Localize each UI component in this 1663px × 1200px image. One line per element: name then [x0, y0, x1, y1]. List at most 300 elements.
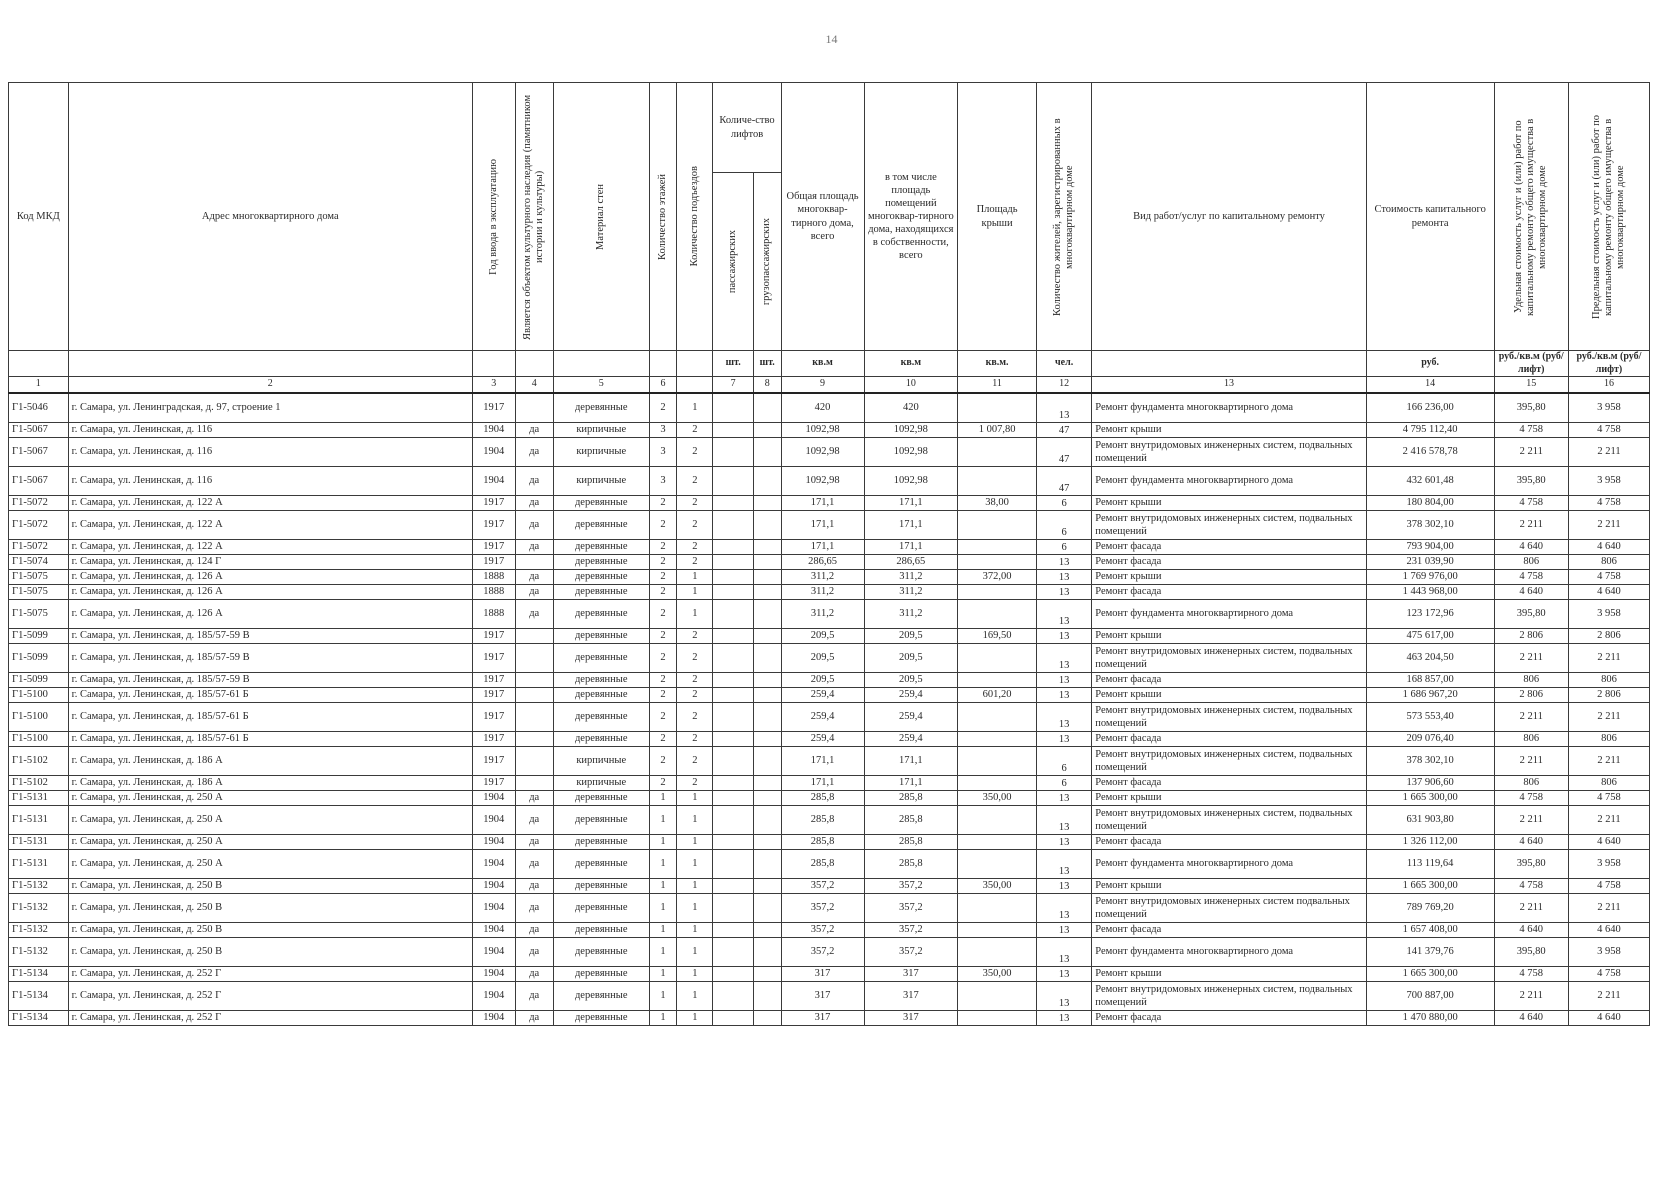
cell-area-owned: 285,8: [864, 805, 958, 834]
cell-max-cost: 4 640: [1568, 584, 1649, 599]
cell-max-cost: 4 640: [1568, 922, 1649, 937]
cell-area-owned: 1092,98: [864, 466, 958, 495]
cell-max-cost: 806: [1568, 775, 1649, 790]
cell-code: Г1-5072: [9, 510, 69, 539]
cell-area-owned: 285,8: [864, 790, 958, 805]
cell-unit-cost: 2 211: [1494, 746, 1568, 775]
cell-entrances: 2: [677, 437, 713, 466]
cell-area-owned: 317: [864, 981, 958, 1010]
cell-floors: 1: [649, 790, 677, 805]
cell-address: г. Самара, ул. Ленинская, д. 124 Г: [68, 554, 472, 569]
cell-area-total: 1092,98: [781, 437, 864, 466]
column-number: 11: [958, 377, 1037, 393]
cell-code: Г1-5132: [9, 922, 69, 937]
unit-lift-cargo: шт.: [753, 351, 781, 377]
page-number: 14: [825, 32, 838, 46]
cell-roof-area: 350,00: [958, 878, 1037, 893]
cell-year: 1888: [472, 569, 515, 584]
cell-code: Г1-5132: [9, 893, 69, 922]
cell-roof-area: 169,50: [958, 628, 1037, 643]
cell-lift-passenger: [713, 422, 753, 437]
cell-address: г. Самара, ул. Ленинская, д. 186 А: [68, 746, 472, 775]
cell-max-cost: 2 211: [1568, 805, 1649, 834]
unit-max-cost: руб./кв.м (руб/лифт): [1568, 351, 1649, 377]
cell-heritage: да: [515, 981, 553, 1010]
cell-residents: 47: [1036, 422, 1091, 437]
cell-material: деревянные: [553, 878, 649, 893]
cell-unit-cost: 4 640: [1494, 584, 1568, 599]
cell-address: г. Самара, ул. Ленинская, д. 250 А: [68, 834, 472, 849]
cell-year: 1888: [472, 599, 515, 628]
table-row: [9, 466, 1650, 495]
cell-entrances: 2: [677, 746, 713, 775]
cell-lift-cargo: [753, 937, 781, 966]
column-number: 9: [781, 377, 864, 393]
cell-entrances: 1: [677, 849, 713, 878]
cell-work-type: Ремонт внутридомовых инженерных систем, подвальных помещений: [1092, 702, 1367, 731]
cell-address: г. Самара, ул. Ленинская, д. 185/57-61 Б: [68, 731, 472, 746]
cell-floors: 2: [649, 584, 677, 599]
cell-work-type: Ремонт крыши: [1092, 495, 1367, 510]
cell-floors: 2: [649, 746, 677, 775]
cell-heritage: да: [515, 510, 553, 539]
cell-unit-cost: 2 211: [1494, 437, 1568, 466]
cell-roof-area: [958, 554, 1037, 569]
cell-residents: 13: [1036, 834, 1091, 849]
cell-address: г. Самара, ул. Ленинская, д. 250 А: [68, 805, 472, 834]
cell-material: деревянные: [553, 393, 649, 423]
cell-heritage: [515, 628, 553, 643]
cell-area-owned: 259,4: [864, 702, 958, 731]
cell-area-total: 171,1: [781, 495, 864, 510]
cell-work-type: Ремонт внутридомовых инженерных систем подвальных помещений: [1092, 893, 1367, 922]
cell-entrances: 2: [677, 643, 713, 672]
column-number: [677, 377, 713, 393]
cell-lift-cargo: [753, 731, 781, 746]
cell-code: Г1-5134: [9, 981, 69, 1010]
cell-floors: 2: [649, 495, 677, 510]
cell-floors: 2: [649, 731, 677, 746]
cell-heritage: [515, 702, 553, 731]
unit-cost: руб.: [1366, 351, 1494, 377]
cell-lift-cargo: [753, 422, 781, 437]
cell-roof-area: 350,00: [958, 790, 1037, 805]
cell-entrances: 1: [677, 393, 713, 423]
cell-area-owned: 1092,98: [864, 422, 958, 437]
cell-work-type: Ремонт фасада: [1092, 922, 1367, 937]
cell-year: 1917: [472, 495, 515, 510]
header-lifts: Количе-ство лифтов: [713, 83, 781, 173]
cell-area-total: 311,2: [781, 569, 864, 584]
cell-entrances: 2: [677, 672, 713, 687]
cell-roof-area: [958, 1010, 1037, 1025]
cell-lift-cargo: [753, 687, 781, 702]
cell-heritage: да: [515, 569, 553, 584]
cell-work-type: Ремонт фасада: [1092, 554, 1367, 569]
cell-residents: 13: [1036, 672, 1091, 687]
cell-code: Г1-5100: [9, 731, 69, 746]
cell-entrances: 1: [677, 922, 713, 937]
cell-heritage: [515, 672, 553, 687]
cell-residents: 13: [1036, 893, 1091, 922]
cell-cost: 231 039,90: [1366, 554, 1494, 569]
table-row: [9, 393, 1650, 423]
cell-lift-cargo: [753, 437, 781, 466]
cell-area-owned: 311,2: [864, 584, 958, 599]
cell-area-owned: 311,2: [864, 569, 958, 584]
column-number-row: [9, 377, 1650, 393]
cell-residents: 13: [1036, 1010, 1091, 1025]
cell-unit-cost: 4 758: [1494, 790, 1568, 805]
cell-roof-area: [958, 510, 1037, 539]
table-row: [9, 731, 1650, 746]
cell-cost: 2 416 578,78: [1366, 437, 1494, 466]
cell-code: Г1-5102: [9, 775, 69, 790]
cell-entrances: 2: [677, 422, 713, 437]
cell-heritage: [515, 687, 553, 702]
cell-material: деревянные: [553, 539, 649, 554]
header-entrances: [677, 83, 713, 351]
column-number: 3: [472, 377, 515, 393]
header-heritage-text: Является объектом культурного наследия (памятником истории и культуры): [522, 93, 546, 340]
cell-work-type: Ремонт фасада: [1092, 775, 1367, 790]
cell-area-total: 171,1: [781, 539, 864, 554]
cell-address: г. Самара, ул. Ленинградская, д. 97, строение 1: [68, 393, 472, 423]
cell-year: 1904: [472, 922, 515, 937]
cell-material: деревянные: [553, 584, 649, 599]
cell-lift-cargo: [753, 922, 781, 937]
cell-entrances: 1: [677, 893, 713, 922]
cell-area-total: 259,4: [781, 687, 864, 702]
cell-lift-passenger: [713, 393, 753, 423]
cell-address: г. Самара, ул. Ленинская, д. 250 А: [68, 790, 472, 805]
cell-roof-area: [958, 539, 1037, 554]
cell-work-type: Ремонт внутридомовых инженерных систем, подвальных помещений: [1092, 643, 1367, 672]
cell-area-total: 209,5: [781, 643, 864, 672]
cell-roof-area: 372,00: [958, 569, 1037, 584]
cell-material: деревянные: [553, 702, 649, 731]
cell-area-owned: 285,8: [864, 849, 958, 878]
cell-unit-cost: 4 758: [1494, 966, 1568, 981]
cell-heritage: да: [515, 966, 553, 981]
cell-cost: 631 903,80: [1366, 805, 1494, 834]
cell-lift-passenger: [713, 790, 753, 805]
cell-roof-area: [958, 746, 1037, 775]
cell-cost: 573 553,40: [1366, 702, 1494, 731]
cell-material: деревянные: [553, 893, 649, 922]
cell-lift-passenger: [713, 672, 753, 687]
table-row: [9, 849, 1650, 878]
column-number: 12: [1036, 377, 1091, 393]
cell-code: Г1-5100: [9, 687, 69, 702]
column-number: 1: [9, 377, 69, 393]
cell-residents: 13: [1036, 599, 1091, 628]
cell-roof-area: [958, 672, 1037, 687]
header-lift-cargo-text: грузопассажирских: [761, 217, 773, 306]
cell-heritage: [515, 731, 553, 746]
cell-material: деревянные: [553, 643, 649, 672]
cell-heritage: да: [515, 790, 553, 805]
cell-work-type: Ремонт фундамента многоквартирного дома: [1092, 937, 1367, 966]
cell-max-cost: 3 958: [1568, 393, 1649, 423]
unit-cell-empty: [649, 351, 677, 377]
table-row: [9, 510, 1650, 539]
cell-entrances: 1: [677, 584, 713, 599]
cell-entrances: 2: [677, 539, 713, 554]
cell-max-cost: 4 758: [1568, 966, 1649, 981]
cell-heritage: да: [515, 849, 553, 878]
cell-address: г. Самара, ул. Ленинская, д. 185/57-59 В: [68, 628, 472, 643]
cell-entrances: 2: [677, 775, 713, 790]
cell-lift-passenger: [713, 510, 753, 539]
cell-area-owned: 171,1: [864, 775, 958, 790]
header-year-text: Год ввода в эксплуатацию: [487, 158, 499, 275]
cell-heritage: да: [515, 437, 553, 466]
cell-residents: 13: [1036, 554, 1091, 569]
cell-entrances: 1: [677, 878, 713, 893]
cell-roof-area: [958, 702, 1037, 731]
cell-entrances: 2: [677, 687, 713, 702]
header-heritage: [515, 83, 553, 351]
header-code: Код МКД: [9, 83, 69, 351]
cell-work-type: Ремонт фасада: [1092, 539, 1367, 554]
cell-lift-cargo: [753, 599, 781, 628]
cell-area-owned: 317: [864, 1010, 958, 1025]
cell-lift-passenger: [713, 569, 753, 584]
cell-area-total: 285,8: [781, 805, 864, 834]
header-unit-cost-text: Удельная стоимость услуг и (или) работ по капитальному ремонту общего имущества в многоквартирном доме: [1513, 117, 1549, 316]
column-number: 15: [1494, 377, 1568, 393]
cell-unit-cost: 395,80: [1494, 599, 1568, 628]
cell-code: Г1-5131: [9, 790, 69, 805]
table-row: [9, 966, 1650, 981]
cell-address: г. Самара, ул. Ленинская, д. 122 А: [68, 539, 472, 554]
cell-unit-cost: 4 640: [1494, 834, 1568, 849]
cell-max-cost: 4 640: [1568, 834, 1649, 849]
cell-code: Г1-5099: [9, 628, 69, 643]
cell-unit-cost: 4 758: [1494, 569, 1568, 584]
cell-max-cost: 806: [1568, 554, 1649, 569]
cell-code: Г1-5131: [9, 834, 69, 849]
cell-material: деревянные: [553, 922, 649, 937]
cell-work-type: Ремонт крыши: [1092, 569, 1367, 584]
cell-code: Г1-5072: [9, 495, 69, 510]
cell-work-type: Ремонт внутридомовых инженерных систем, подвальных помещений: [1092, 510, 1367, 539]
cell-residents: 13: [1036, 687, 1091, 702]
cell-code: Г1-5099: [9, 672, 69, 687]
cell-residents: 47: [1036, 466, 1091, 495]
cell-lift-passenger: [713, 599, 753, 628]
cell-unit-cost: 4 640: [1494, 539, 1568, 554]
cell-cost: 137 906,60: [1366, 775, 1494, 790]
cell-material: кирпичные: [553, 746, 649, 775]
cell-floors: 3: [649, 466, 677, 495]
cell-max-cost: 2 211: [1568, 981, 1649, 1010]
cell-code: Г1-5131: [9, 805, 69, 834]
cell-lift-cargo: [753, 628, 781, 643]
cell-unit-cost: 4 758: [1494, 422, 1568, 437]
table-row: [9, 569, 1650, 584]
table-row: [9, 584, 1650, 599]
cell-unit-cost: 2 211: [1494, 510, 1568, 539]
cell-code: Г1-5075: [9, 584, 69, 599]
column-number: 8: [753, 377, 781, 393]
cell-year: 1904: [472, 878, 515, 893]
cell-year: 1904: [472, 893, 515, 922]
column-number: 10: [864, 377, 958, 393]
cell-code: Г1-5072: [9, 539, 69, 554]
cell-residents: 13: [1036, 937, 1091, 966]
cell-heritage: да: [515, 584, 553, 599]
cell-heritage: да: [515, 922, 553, 937]
cell-area-owned: 357,2: [864, 937, 958, 966]
cell-unit-cost: 4 758: [1494, 878, 1568, 893]
cell-material: деревянные: [553, 981, 649, 1010]
cell-material: деревянные: [553, 731, 649, 746]
cell-lift-passenger: [713, 731, 753, 746]
cell-residents: 6: [1036, 539, 1091, 554]
cell-year: 1917: [472, 643, 515, 672]
cell-floors: 2: [649, 775, 677, 790]
cell-cost: 1 326 112,00: [1366, 834, 1494, 849]
cell-heritage: да: [515, 599, 553, 628]
header-lift-passenger: [713, 173, 753, 351]
cell-entrances: 2: [677, 731, 713, 746]
cell-unit-cost: 806: [1494, 775, 1568, 790]
cell-max-cost: 4 640: [1568, 1010, 1649, 1025]
cell-area-owned: 259,4: [864, 687, 958, 702]
cell-max-cost: 4 758: [1568, 422, 1649, 437]
cell-address: г. Самара, ул. Ленинская, д. 250 В: [68, 937, 472, 966]
cell-lift-passenger: [713, 981, 753, 1010]
cell-lift-passenger: [713, 643, 753, 672]
cell-area-total: 171,1: [781, 775, 864, 790]
cell-floors: 1: [649, 981, 677, 1010]
cell-roof-area: 601,20: [958, 687, 1037, 702]
unit-area-total: кв.м: [781, 351, 864, 377]
cell-unit-cost: 4 640: [1494, 1010, 1568, 1025]
cell-floors: 1: [649, 849, 677, 878]
cell-work-type: Ремонт внутридомовых инженерных систем, подвальных помещений: [1092, 437, 1367, 466]
cell-work-type: Ремонт внутридомовых инженерных систем, подвальных помещений: [1092, 805, 1367, 834]
cell-address: г. Самара, ул. Ленинская, д. 186 А: [68, 775, 472, 790]
table-row: [9, 834, 1650, 849]
cell-floors: 3: [649, 422, 677, 437]
cell-max-cost: 2 211: [1568, 702, 1649, 731]
unit-cell-empty: [9, 351, 69, 377]
cell-unit-cost: 395,80: [1494, 393, 1568, 423]
column-number: 4: [515, 377, 553, 393]
header-material: [553, 83, 649, 351]
column-number: 14: [1366, 377, 1494, 393]
cell-area-total: 311,2: [781, 599, 864, 628]
cell-max-cost: 4 758: [1568, 569, 1649, 584]
header-lift-passenger-text: пассажирских: [727, 229, 739, 294]
cell-area-owned: 259,4: [864, 731, 958, 746]
cell-area-total: 317: [781, 981, 864, 1010]
table-row: [9, 981, 1650, 1010]
cell-cost: 209 076,40: [1366, 731, 1494, 746]
cell-lift-cargo: [753, 539, 781, 554]
cell-year: 1917: [472, 393, 515, 423]
cell-floors: 2: [649, 643, 677, 672]
cell-roof-area: [958, 981, 1037, 1010]
cell-lift-passenger: [713, 628, 753, 643]
cell-work-type: Ремонт крыши: [1092, 790, 1367, 805]
cell-cost: 1 665 300,00: [1366, 966, 1494, 981]
cell-work-type: Ремонт фундамента многоквартирного дома: [1092, 393, 1367, 423]
cell-entrances: 2: [677, 466, 713, 495]
table-row: [9, 790, 1650, 805]
cell-floors: 1: [649, 922, 677, 937]
cell-code: Г1-5046: [9, 393, 69, 423]
cell-roof-area: [958, 466, 1037, 495]
cell-max-cost: 3 958: [1568, 466, 1649, 495]
cell-unit-cost: 395,80: [1494, 466, 1568, 495]
cell-roof-area: [958, 599, 1037, 628]
cell-floors: 2: [649, 393, 677, 423]
column-number: 2: [68, 377, 472, 393]
cell-material: кирпичные: [553, 437, 649, 466]
cell-residents: 47: [1036, 437, 1091, 466]
table-row: [9, 437, 1650, 466]
cell-address: г. Самара, ул. Ленинская, д. 252 Г: [68, 1010, 472, 1025]
cell-area-total: 420: [781, 393, 864, 423]
cell-work-type: Ремонт фасада: [1092, 584, 1367, 599]
cell-floors: 2: [649, 599, 677, 628]
cell-material: деревянные: [553, 510, 649, 539]
header-floors: [649, 83, 677, 351]
cell-material: деревянные: [553, 937, 649, 966]
cell-entrances: 2: [677, 495, 713, 510]
cell-unit-cost: 806: [1494, 672, 1568, 687]
cell-area-owned: 285,8: [864, 834, 958, 849]
cell-code: Г1-5075: [9, 569, 69, 584]
cell-area-total: 317: [781, 966, 864, 981]
cell-heritage: [515, 643, 553, 672]
cell-cost: 475 617,00: [1366, 628, 1494, 643]
cell-lift-cargo: [753, 393, 781, 423]
column-number: 5: [553, 377, 649, 393]
unit-cell-empty: [472, 351, 515, 377]
cell-entrances: 1: [677, 569, 713, 584]
cell-cost: 1 665 300,00: [1366, 878, 1494, 893]
cell-max-cost: 2 211: [1568, 893, 1649, 922]
cell-area-owned: 311,2: [864, 599, 958, 628]
column-number: 7: [713, 377, 753, 393]
cell-material: деревянные: [553, 834, 649, 849]
cell-max-cost: 2 806: [1568, 687, 1649, 702]
cell-heritage: да: [515, 539, 553, 554]
cell-address: г. Самара, ул. Ленинская, д. 185/57-61 Б: [68, 702, 472, 731]
cell-area-owned: 171,1: [864, 495, 958, 510]
cell-entrances: 2: [677, 702, 713, 731]
unit-residents: чел.: [1036, 351, 1091, 377]
cell-max-cost: 4 640: [1568, 539, 1649, 554]
cell-code: Г1-5132: [9, 937, 69, 966]
cell-entrances: 1: [677, 805, 713, 834]
cell-address: г. Самара, ул. Ленинская, д. 126 А: [68, 584, 472, 599]
cell-area-owned: 357,2: [864, 893, 958, 922]
cell-max-cost: 2 211: [1568, 643, 1649, 672]
header-max-cost: [1568, 83, 1649, 351]
cell-residents: 13: [1036, 966, 1091, 981]
column-number: 13: [1092, 377, 1367, 393]
cell-lift-cargo: [753, 466, 781, 495]
table-row: [9, 937, 1650, 966]
column-number: 6: [649, 377, 677, 393]
cell-roof-area: 1 007,80: [958, 422, 1037, 437]
